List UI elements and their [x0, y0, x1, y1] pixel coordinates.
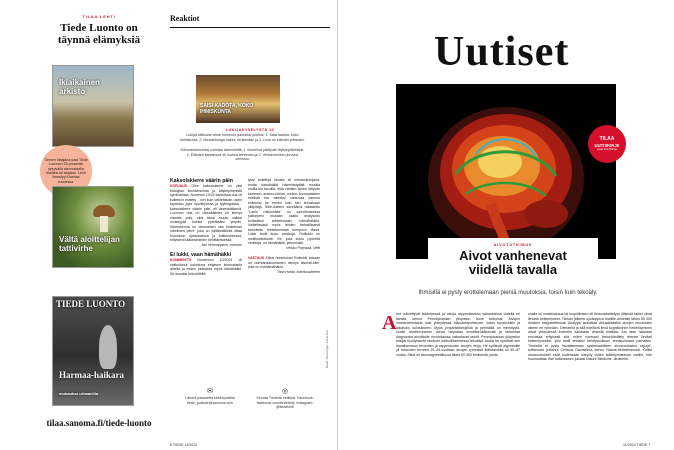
quiz-text-2: Kiinnostavimmiksi uutisiksi äänestettiin 1. Ilomiehot päätyvät ötykysyötteisiksi. 2. Eläinten kantamoot eli luuhua alemman ja 3. Verihereroisen juruvus onnistuu.	[180, 148, 305, 162]
letters-column-b	[248, 178, 320, 274]
subscription-url[interactable]: tilaa.sanoma.fi/tiede-luonto	[46, 418, 152, 428]
subscription-heading: Tiede Luonto on täynnä elämyksiä	[57, 22, 141, 46]
letter1-label: KORJAUS	[170, 184, 188, 188]
quiz-text: Lukijat valitsivat viime numeron parhaiksi jutuiksi: 1. Saisi kadota, koko ihmiskunta. 2. Mestarikunga hakee verisenään ja 3. Lima on elämän ydessani.	[180, 133, 305, 142]
letter2-text	[170, 258, 242, 276]
contact-social-text[interactable]: Seuraa Tiedettä netiissä, Facebook: facebook.com/tiedelehti, Instagram: @tiedelehti	[256, 396, 314, 410]
newsletter-badge[interactable]	[588, 125, 626, 163]
letter4-author: Tiina Huhta, toimitussihteeri	[276, 269, 320, 274]
offer-text: Tiemen tilaajana saat Tiede Luonnon 25 prosentin pysyvällä alennuksella itsellesi tai lahjaksi. Lehti ilmestyy 8 kertaa vuodessa.	[44, 157, 88, 184]
letters-photo	[196, 75, 280, 123]
letters-column-a	[170, 178, 242, 276]
letter3-body: lyksi esitettyä tavalla eli mestarikutojana, mutta hämähäkki hämmästyttää monilla muilla-kin tavoilla, eikä vähiten siihen liittyvän kammon, arakno-fobian, vuoksi. Suomalaisten mielistä tuo otteeksi varsuvaa kammo esiintoisi ne ennen kuin sen tehokkaan ylläpitäjä, Sibe-liuksen säveltämä rakastettu "Laulu rottulukista" on sanoittuneessa pallonpein mukaan osalta analysoitu korkeatkoi suhteessaan hämähäkkiin. Valitettavasti myös lehden tietoelläsissä tarkoitettu tekstiheenaan kompuroi tässä. Lukki eivät kudo verkkoja. Rotilukki on meilikuvituttuste. Se, joka kutoo pyöreitä verkkoja, on hämähäkki, jatvonlukki.	[248, 178, 320, 245]
letter1-heading: Kaksoiskierre väärin päin	[170, 178, 233, 184]
cover-masthead: TIEDE LUONTO	[56, 299, 126, 309]
photo-caption: SAISI KADOTA, KOKO IHMISKUNTA	[200, 103, 254, 115]
mushroom-stem-shape	[100, 216, 108, 232]
news-page-title: Uutiset	[434, 29, 570, 75]
section-rule	[170, 27, 330, 28]
letter2-body: Numeroon 10/2024 oli valikoitunut uutiskuva erityisen kiinnostavia aiheita ja miden juoksissa myös hämähäkki. Se ansaitsi tulla kiiteltä	[170, 258, 242, 276]
letter3-author: Veikko Porjosaa, Vetti	[286, 245, 320, 250]
letter4-text	[248, 256, 320, 270]
drop-cap: A	[382, 312, 397, 334]
story-column-2: osalla oli muistisairaus tai kognitiivisen eli tiedonkäsittelyyn liittyvää taidot olivat lievästi heikentyneet. Tämän jälkeen syväoppiva malliile annettiin lähes 50 000 ihmisen magneettikuvat. Analyysi tarkoittaa virtuaalisestiin aivojen muutoksiin viiteen eri ryhmään. Dementia ja sitä edeltävä lievä kognitiivinen heikentyminen olivat yhteydessä kolmeen kaikkiaan viidestä mallista. Jos taas halutaan ennustaa erityisesti sitä, miten normaali tiedonkäsittely etenee lievästi heikentyneeksi, yksi malli ennakoi kehityskulkuun ennakoimissa parhaiten. "Ihmisillä ei pysty havaitsemaan systemaattisten aivomuutosten tapoja", tutkimusta johtanut Christos Davatzikos kertoo Nature-tiedelehdessä. Kaikki aivomuutokset eivät kuitenkaan kiteydy viiden ikääntymistavan malliin, hän huomauttaa. Itse tutkimuksen julkaisi Nature Medicine -tiedelehti.	[528, 312, 652, 361]
cover-title: Harmaa-haikara	[59, 370, 124, 380]
letters-section-title: Reaktiot	[170, 14, 200, 23]
story-title	[428, 249, 598, 277]
subscription-kicker: TILAA LEHTI	[82, 14, 116, 19]
photo-credit: Kuvat: Sanna Pigor-Toit-kinsos	[325, 330, 329, 369]
contact-mail-text[interactable]: Lähetä palautetta sähköpostilla tiede_palaute@sanoma.com	[185, 396, 235, 405]
story-column-1: ivot näivettyvät ikääntyessä ja aivoja rappeuttavissa sairauksissa viidellä eri tavalla, kertoo Pennsylvanian yliopiston tuore tutkimus. Aivojen vanhenemistavat ovat yhteydessä elämäntapoihimme, kuten tupakointiin ja alkoholin kulutukseen. Myös ympäristötekijöillä ja perimällä on merkitystä. Uudet aivotiervysteen voivat helpottaa ennaltaehkäisevää ja tarkentaa diagnoosia aivotiloille muutoksissa vaikuttavat taudit. Pennsylvanian yliopiston tutkijat hyödynsivät muotoen halimoittamisessa tekoälyä. Aluksi he opettivat sen havaitsemaan terveiden ja rappeutuvien aivojen eroja. He syöttivät algoritmille yli tuhannen terveen 20–49-vuotiaan aivojen ryhmissä ikähaarukka oli 50–97 vuotta. Siinä oli aivomagneettikuvat lähes 50 000 ihmisestä, joista	[396, 312, 520, 357]
brain-scan-graphic	[396, 84, 616, 259]
story-kicker: AIVOTUTKIMUS	[493, 243, 533, 247]
letter1-text	[170, 184, 242, 243]
letter1-author: Jari Vehmanpera, meosen	[201, 242, 242, 247]
story-title-line1: Aivot vanhenevat	[459, 248, 567, 263]
letter4-body: Kiitos huomiosta! Rotilukki toisaan on vaerkansanomainen nimitys aitoristi-kille, joka on ristihämähäkki.	[248, 256, 320, 269]
badge-line1: TILAA	[599, 136, 615, 142]
cover-subtitle: mukautuu urbaanilla	[59, 391, 99, 396]
letter1-body: Olen kaksoiskierre on yksi biologian ikonisimmista ja käytetyimmistä symboleista. Numeron 10/24 kannessa dna oli kuitenkin esitetty - niin kuin valitettavan usein tapahtuu jopa oppikirjoissa ja tyylilogoissa - kaksoiskierre väärin päin, eli vasenkätisenä. Luonnon dna on oikeakätinen eli kierrys oikealle pois, eikä tämä muutu vaikka molekyyliä kuinka pyöritetäisi ympäri. Stereokemia on olennainen osa biokemian oleellinen piirre, joka on väittämätöntä ottaa huomioon opetuksessa ja tutkimuksessa, erityisesti lääkeaineiden kehittämisessä.	[170, 184, 242, 242]
story-lead: Ihmisillä ei pysty erottelemaan pieniä muutoksia, toisin kuin tekoäly.	[418, 290, 598, 296]
story-title-box	[428, 238, 598, 286]
page-folio-left: 6 TIEDE 11/2024	[170, 443, 198, 447]
badge-line2: UUTISKIRJE	[594, 142, 620, 148]
contact-mail	[180, 388, 240, 405]
magazine-cover-mushroom[interactable]	[52, 186, 134, 268]
brain-mri-image	[396, 84, 616, 259]
heron-shape	[99, 325, 117, 369]
story-title-line2: viidellä tavalla	[468, 262, 558, 277]
cover-title: Vältä aloittelijan tattivirhe	[59, 235, 120, 253]
mail-icon: ✉	[207, 388, 213, 395]
right-page	[337, 0, 674, 450]
badge-line3: tiede.fi/uutiskirje	[596, 146, 618, 151]
letter2-label: KOMMENTTI	[170, 258, 192, 262]
quiz-kicker: LUKIJAKYSELYSTÄ 10	[225, 128, 275, 132]
letter4-label: VASTAUS	[248, 256, 265, 260]
page-folio-right: 11/2024 TIEDE 7	[623, 443, 651, 447]
letter2-heading: Ei lukki, vaan hämähäkki	[170, 252, 232, 258]
social-icon: ◎	[281, 388, 289, 395]
cover-title: Ikiaikainen arkisto	[59, 78, 100, 96]
magazine-cover-heron[interactable]	[52, 296, 134, 406]
magazine-cover-archive[interactable]	[52, 65, 134, 147]
contact-social	[250, 388, 320, 410]
subscription-column	[40, 8, 158, 448]
